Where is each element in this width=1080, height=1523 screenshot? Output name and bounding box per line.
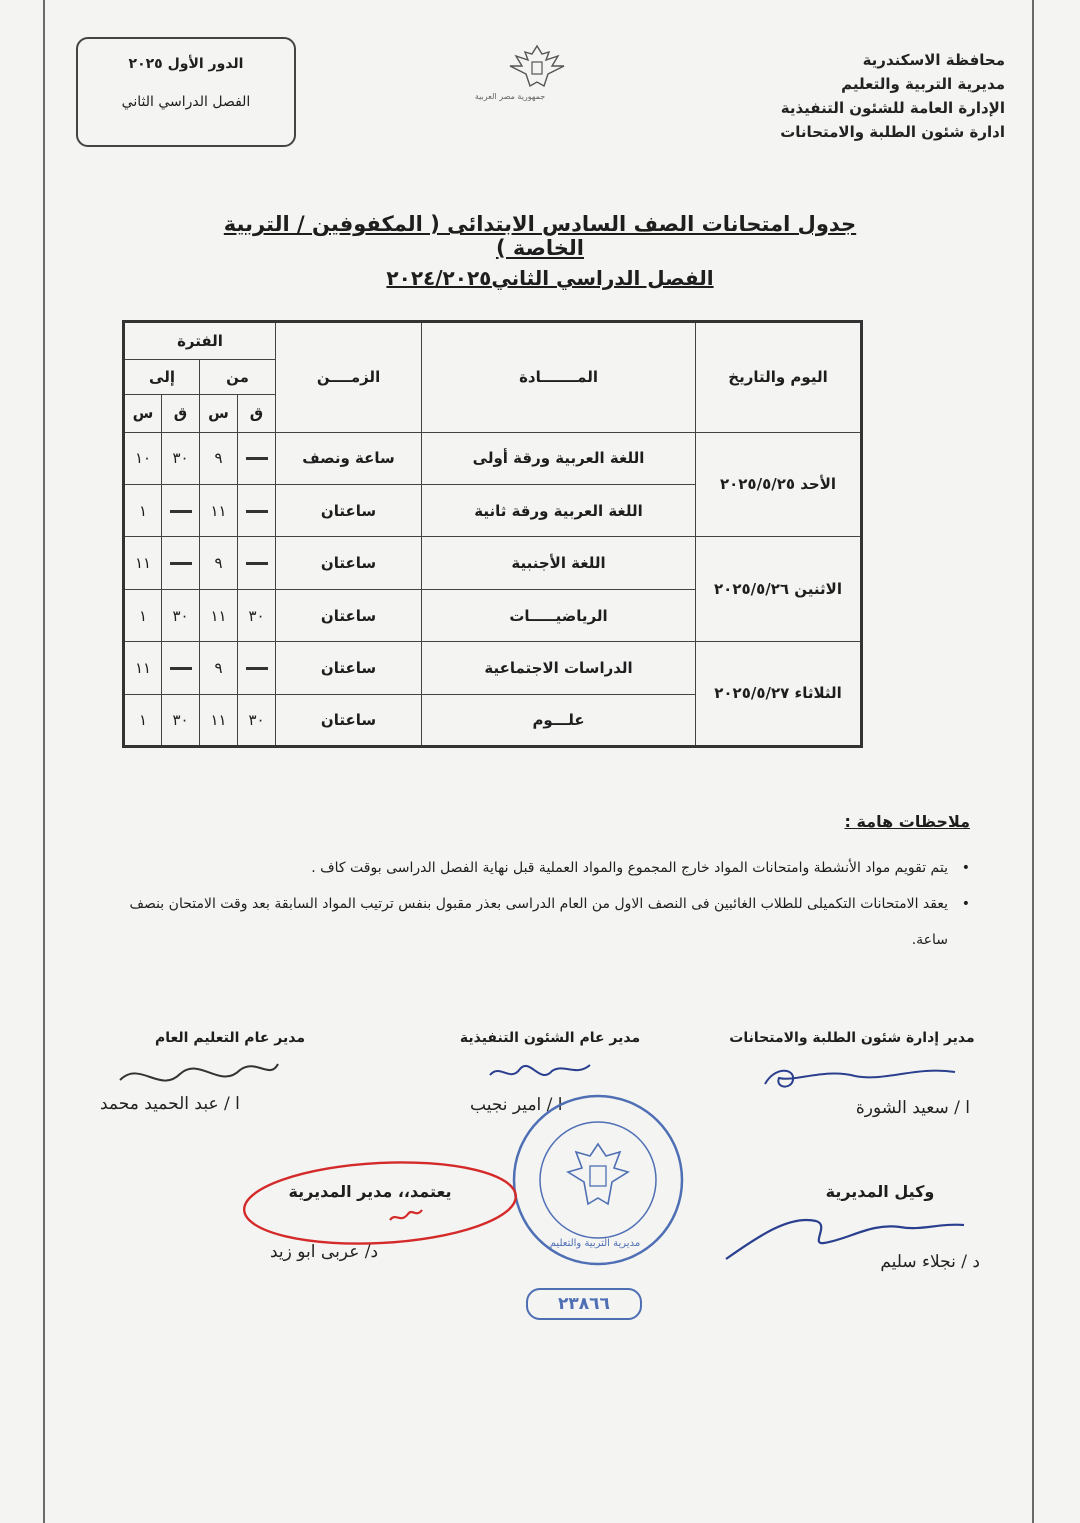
deputy-director-name: د / نجلاء سليم <box>880 1252 980 1272</box>
to-minute-cell: ٣٠ <box>162 589 200 641</box>
executive-director-name: ا / امير نجيب <box>470 1095 563 1115</box>
to-hour-cell: ١ <box>124 589 162 641</box>
from-hour-cell: ٩ <box>200 432 238 484</box>
executive-affairs-director-title: مدير عام الشئون التنفيذية <box>459 1030 641 1046</box>
from-minute-cell: ٣٠ <box>238 694 276 746</box>
notes-title: ملاحظات هامة : <box>844 812 970 831</box>
subject-cell: الرياضيـــــات <box>422 589 696 641</box>
table-row <box>124 642 862 694</box>
table-row <box>124 537 862 589</box>
from-hour-cell: ١١ <box>200 589 238 641</box>
to-hour-cell: ١ <box>124 485 162 537</box>
note-item: • يتم تقويم مواد الأنشطة وامتحانات المواد خارج المجموع والمواد العملية قبل نهاية الفصل الدراسى بوقت كاف . <box>112 850 972 886</box>
schedule-title: جدول امتحانات الصف السادس الابتدائى ( المكفوفين / التربية الخاصة ) <box>223 212 857 260</box>
schedule-subtitle: الفصل الدراسي الثاني٢٠٢٤/٢٠٢٥ <box>386 266 714 290</box>
header-to-minute: ق <box>162 394 200 432</box>
duration-cell: ساعتان <box>276 537 422 589</box>
day-cell <box>696 642 862 747</box>
left-border-line <box>43 0 45 1523</box>
to-minute-cell: ٣٠ <box>162 432 200 484</box>
header-to: إلى <box>124 360 200 394</box>
duration-cell: ساعة ونصف <box>276 432 422 484</box>
stamp-number: ٢٣٨٦٦ <box>558 1294 610 1314</box>
dash-mark <box>170 667 192 670</box>
approval-red-circle <box>240 1158 520 1248</box>
dash-mark <box>170 510 192 513</box>
to-minute-cell <box>162 537 200 589</box>
stamp-number-badge <box>526 1288 642 1320</box>
dash-mark <box>246 667 268 670</box>
day-date: ٢٠٢٥/٥/٢٦ <box>714 580 790 599</box>
duration-cell: ساعتان <box>276 485 422 537</box>
to-hour-cell: ١٠ <box>124 432 162 484</box>
subject-cell: اللغة العربية ورقة ثانية <box>422 485 696 537</box>
subject-cell: علـــوم <box>422 694 696 746</box>
day-name: الثلاثاء <box>794 684 842 703</box>
note-item: • يعقد الامتحانات التكميلى للطلاب الغائبين فى النصف الاول من العام الدراسى بعذر مقبول بنفس ترتيب المواد السابقة بعد وقت الامتحان بنصف ساعة. <box>112 886 972 958</box>
header-from-minute: ق <box>238 394 276 432</box>
eagle-icon <box>492 42 582 92</box>
duration-cell: ساعتان <box>276 642 422 694</box>
header-to-hour: س <box>124 394 162 432</box>
signature-mark-general-education-director <box>110 1050 280 1100</box>
dash-mark <box>170 562 192 565</box>
signature-mark-executive-director <box>480 1055 600 1095</box>
header-duration: الزمــــن <box>276 322 422 433</box>
general-administration-name: الإدارة العامة للشئون التنفيذية <box>780 99 1005 117</box>
from-minute-cell <box>238 485 276 537</box>
general-education-director-title: مدير عام التعليم العام <box>155 1030 305 1046</box>
from-minute-cell: ٣٠ <box>238 589 276 641</box>
directorate-director-name: د/ عربى ابو زيد <box>270 1242 379 1262</box>
from-hour-cell: ١١ <box>200 694 238 746</box>
exam-round: الدور الأول ٢٠٢٥ <box>128 56 244 72</box>
semester-label: الفصل الدراسي الثاني <box>121 94 251 110</box>
department-name: ادارة شئون الطلبة والامتحانات <box>780 123 1005 141</box>
day-date: ٢٠٢٥/٥/٢٧ <box>714 684 790 703</box>
students-director-name: ا / سعيد الشورة <box>855 1098 970 1118</box>
subject-cell: الدراسات الاجتماعية <box>422 642 696 694</box>
subject-cell: اللغة العربية ورقة أولى <box>422 432 696 484</box>
day-name: الأحد <box>800 475 837 494</box>
from-minute-cell <box>238 642 276 694</box>
subject-cell: اللغة الأجنبية <box>422 537 696 589</box>
day-date: ٢٠٢٥/٥/٢٥ <box>719 475 796 494</box>
day-name: الاثنين <box>794 580 842 599</box>
to-minute-cell: ٣٠ <box>162 694 200 746</box>
general-education-director-name: ا / عبد الحميد محمد <box>100 1094 240 1114</box>
from-minute-cell <box>238 537 276 589</box>
header-day-date: اليوم والتاريخ <box>696 322 862 433</box>
from-minute-cell <box>238 432 276 484</box>
dash-mark <box>246 457 268 460</box>
to-hour-cell: ١١ <box>124 537 162 589</box>
students-affairs-director-title: مدير إدارة شئون الطلبة والامتحانات <box>729 1030 975 1046</box>
session-box <box>76 37 296 147</box>
to-minute-cell <box>162 485 200 537</box>
table-row <box>124 432 862 484</box>
to-hour-cell: ١ <box>124 694 162 746</box>
right-border-line <box>1032 0 1034 1523</box>
from-hour-cell: ٩ <box>200 642 238 694</box>
header-from: من <box>200 360 276 394</box>
header-subject: المـــــــادة <box>422 322 696 433</box>
governorate-name: محافظة الاسكندرية <box>862 51 1005 69</box>
directorate-name: مديرية التربية والتعليم <box>841 75 1005 93</box>
header-period: الفترة <box>124 322 276 360</box>
issuer-block <box>715 48 1005 144</box>
deputy-director-title: وكيل المديرية <box>825 1182 935 1201</box>
to-minute-cell <box>162 642 200 694</box>
to-hour-cell: ١١ <box>124 642 162 694</box>
header-from-hour: س <box>200 394 238 432</box>
directorate-director-approval-title: يعتمد،، مدير المديرية <box>288 1182 452 1201</box>
notes-list <box>112 850 972 958</box>
signature-mark-students-director <box>755 1058 975 1098</box>
stamp-text: مديرية التربية والتعليم <box>549 1238 641 1249</box>
duration-cell: ساعتان <box>276 589 422 641</box>
from-hour-cell: ٩ <box>200 537 238 589</box>
day-cell <box>696 432 862 537</box>
day-cell <box>696 537 862 642</box>
emblem-caption: جمهورية مصر العربية <box>474 92 546 101</box>
egypt-eagle-emblem <box>492 42 582 132</box>
table-header-row <box>124 322 862 360</box>
dash-mark <box>246 510 268 513</box>
from-hour-cell: ١١ <box>200 485 238 537</box>
dash-mark <box>246 562 268 565</box>
exam-schedule-table <box>122 320 863 748</box>
duration-cell: ساعتان <box>276 694 422 746</box>
